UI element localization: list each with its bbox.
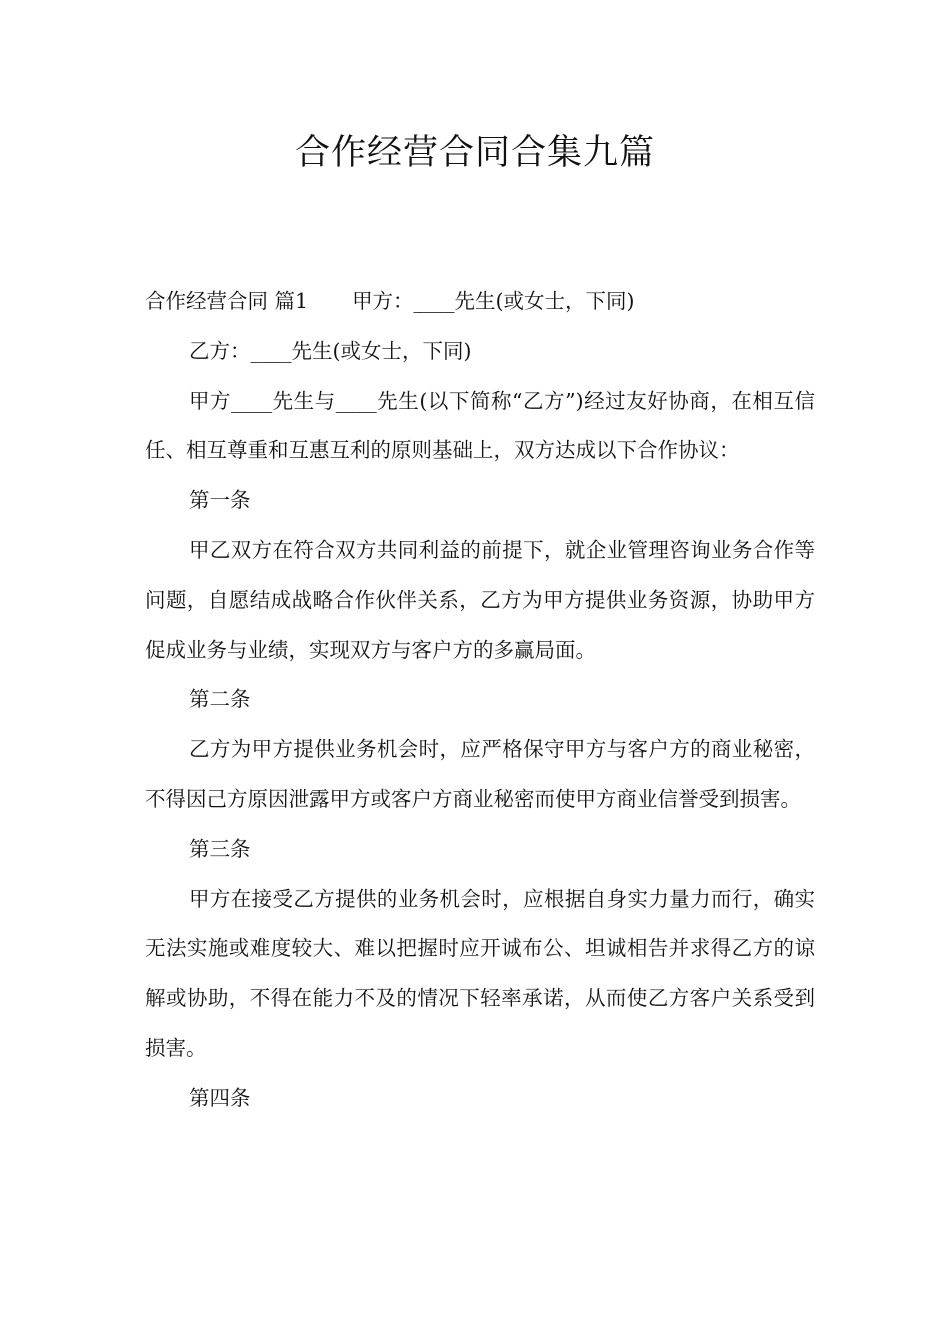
article-1-heading: 第一条 (189, 488, 251, 513)
document-title: 合作经营合同合集九篇 (294, 133, 655, 173)
party-a-line: 甲方：____先生(或女士，下同) (352, 289, 635, 313)
article-4-heading: 第四条 (189, 1085, 251, 1110)
preamble-paragraph: 甲方____先生与____先生(以下简称“乙方”)经过友好协商，在相互信任、相互尊重和互惠互利的原则基础上，双方达成以下合作协议： (145, 388, 815, 463)
contract-heading: 合作经营合同 篇1 (145, 289, 309, 313)
article-2-text: 乙方为甲方提供业务机会时，应严格保守甲方与客户方的商业秘密，不得因己方原因泄露甲方或客户方商业秘密而使甲方商业信誉受到损害。 (145, 737, 815, 811)
article-1-text: 甲乙双方在符合双方共同利益的前提下，就企业管理咨询业务合作等问题，自愿结成战略合作伙伴关系，乙方为甲方提供业务资源，协助甲方促成业务与业绩，实现双方与客户方的多赢局面。 (145, 537, 815, 662)
article-3-heading: 第三条 (189, 836, 251, 861)
article-2-heading: 第二条 (189, 687, 251, 712)
article-3-text: 甲方在接受乙方提供的业务机会时，应根据自身实力量力而行，确实无法实施或难度较大、难以把握时应开诚布公、坦诚相告并求得乙方的谅解或协助，不得在能力不及的情况下轻率承诺，从而使乙方客户关系受到损害。 (145, 886, 815, 1060)
document-body (145, 277, 815, 1124)
party-b-line: 乙方：____先生(或女士，下同) (189, 338, 472, 363)
intro-line (145, 277, 815, 327)
